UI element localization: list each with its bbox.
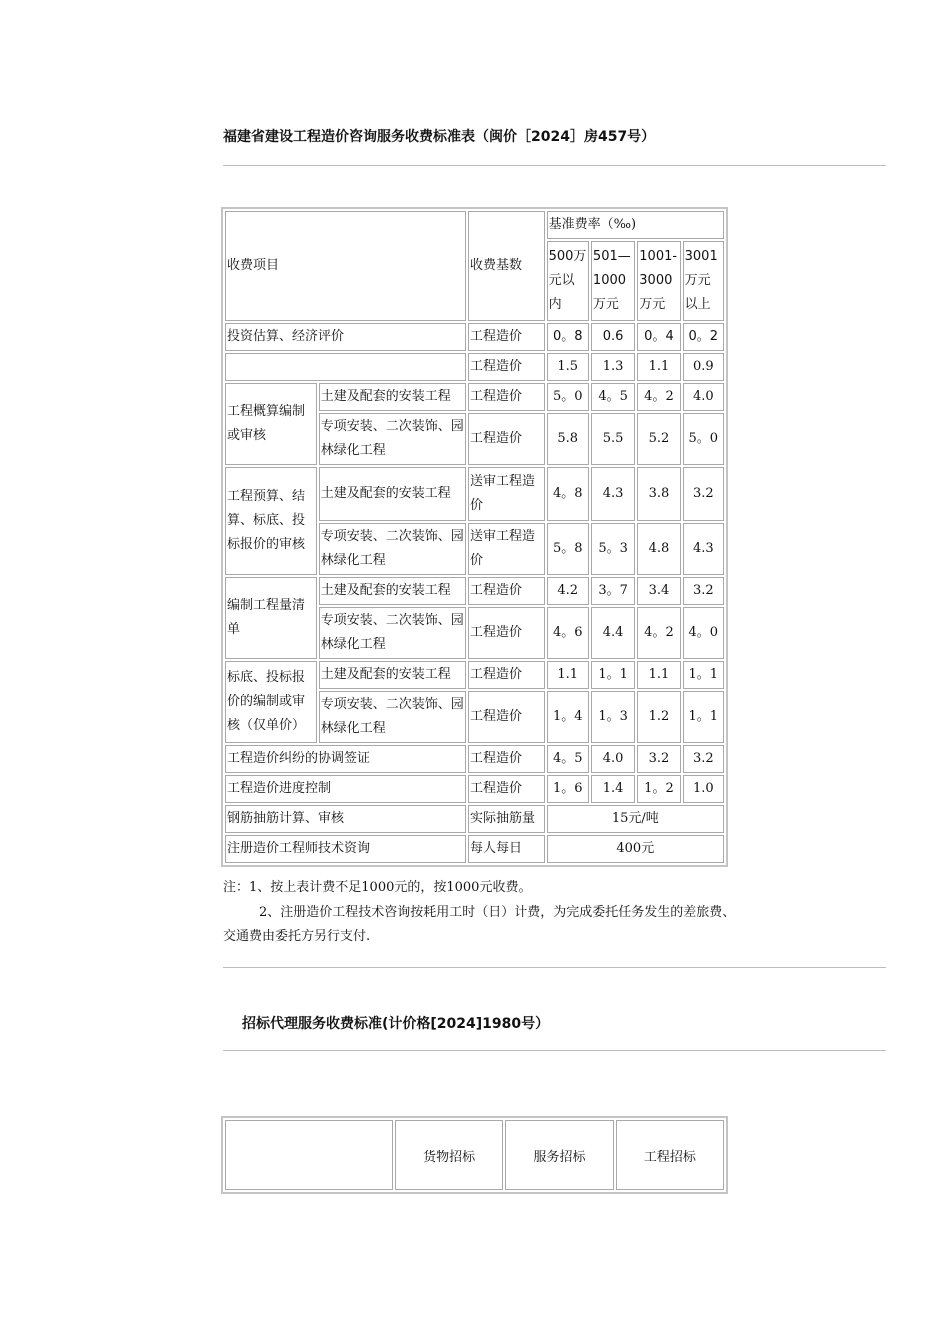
table-row: [225, 805, 724, 833]
note-line-1: 注：1、按上表计费不足1000元的，按1000元收费。: [223, 880, 532, 895]
row-subitem: 土建及配套的安装工程: [319, 467, 466, 521]
table-header-row: [225, 1120, 724, 1190]
rate-cell: 4。2: [637, 383, 680, 411]
header-blank: [225, 1120, 393, 1190]
rate-cell: 4。5: [591, 383, 635, 411]
rate-cell: 4.3: [591, 467, 635, 521]
header-tier: 500万元以内: [547, 241, 589, 321]
rate-cell: 1。1: [591, 661, 635, 689]
rate-cell: 4。6: [547, 607, 589, 659]
table-row: [225, 745, 724, 773]
table-row: [225, 467, 724, 521]
rate-cell: 1.1: [637, 661, 680, 689]
header-engineering: 工程招标: [616, 1120, 724, 1190]
rate-cell: 3.2: [683, 467, 724, 521]
rate-cell: 3.2: [683, 577, 724, 605]
table-row: [225, 577, 724, 605]
row-subitem: 土建及配套的安装工程: [319, 577, 466, 605]
rate-cell: 5。8: [547, 523, 589, 575]
rate-cell: 1.0: [683, 775, 724, 803]
table-row: [225, 661, 724, 689]
row-subitem: 专项安装、二次装饰、园林绿化工程: [319, 691, 466, 743]
rate-cell: 3.2: [637, 745, 680, 773]
row-base: 工程造价: [468, 413, 545, 465]
group-label: 工程概算编制或审核: [225, 383, 317, 465]
rate-cell: 5。3: [591, 523, 635, 575]
rate-cell: 5.2: [637, 413, 680, 465]
header-rate-group: 基准费率（‰): [547, 211, 724, 239]
row-base: 实际抽筋量: [468, 805, 545, 833]
table-row: [225, 323, 724, 351]
rate-cell: 0.6: [591, 323, 635, 351]
section-title: 招标代理服务收费标准(计价格[2024]1980号）: [242, 1016, 550, 1032]
table-row: [225, 383, 724, 411]
row-base: 工程造价: [468, 383, 545, 411]
rate-cell: 5。0: [547, 383, 589, 411]
row-subitem: 土建及配套的安装工程: [319, 383, 466, 411]
table-row: [225, 835, 724, 863]
header-tier: 1001-3000万元: [637, 241, 680, 321]
rate-cell: 5.5: [591, 413, 635, 465]
consulting-fee-table: [221, 207, 728, 867]
rate-cell: 0.9: [683, 353, 724, 381]
divider: [223, 165, 886, 166]
table-header-row: [225, 211, 724, 239]
rate-cell: 3.8: [637, 467, 680, 521]
group-label: 标底、投标报价的编制或审核（仅单价）: [225, 661, 317, 743]
rate-cell: 1.4: [591, 775, 635, 803]
table-row: [225, 775, 724, 803]
rate-cell: 1。1: [683, 691, 724, 743]
rate-cell: 1。3: [591, 691, 635, 743]
row-base: 送审工程造价: [468, 523, 545, 575]
rate-cell: 4。8: [547, 467, 589, 521]
note-line-2: 2、注册造价工程技术咨询按耗用工时（日）计费，为完成委托任务发生的差旅费、交通费由委托方另行支付.: [223, 905, 736, 944]
group-label: 工程预算、结算、标底、投标报价的审核: [225, 467, 317, 575]
row-item: [225, 353, 466, 381]
rate-cell: 1。1: [683, 661, 724, 689]
rate-cell: 1.1: [637, 353, 680, 381]
rate-cell: 1.3: [591, 353, 635, 381]
rate-cell: 3.2: [683, 745, 724, 773]
rate-cell: 4.4: [591, 607, 635, 659]
page-title: 福建省建设工程造价咨询服务收费标准表（闽价［2024］房457号）: [223, 129, 656, 145]
rate-cell: 5.8: [547, 413, 589, 465]
rate-cell: 4.0: [591, 745, 635, 773]
rate-cell: 4.3: [683, 523, 724, 575]
rate-cell: 4。2: [637, 607, 680, 659]
row-subitem: 专项安装、二次装饰、园林绿化工程: [319, 413, 466, 465]
rate-cell: 1.5: [547, 353, 589, 381]
row-subitem: 土建及配套的安装工程: [319, 661, 466, 689]
row-base: 工程造价: [468, 607, 545, 659]
header-services: 服务招标: [505, 1120, 613, 1190]
agency-fee-table: [221, 1116, 728, 1194]
row-item: 工程造价纠纷的协调签证: [225, 745, 466, 773]
row-base: 工程造价: [468, 745, 545, 773]
row-base: 工程造价: [468, 691, 545, 743]
row-base: 工程造价: [468, 577, 545, 605]
merged-rate-cell: 400元: [547, 835, 724, 863]
merged-rate-cell: 15元/吨: [547, 805, 724, 833]
row-base: 工程造价: [468, 775, 545, 803]
rate-cell: 4.2: [547, 577, 589, 605]
row-item: 工程造价进度控制: [225, 775, 466, 803]
rate-cell: 3。7: [591, 577, 635, 605]
rate-cell: 0。4: [637, 323, 680, 351]
header-tier: 3001万元以上: [683, 241, 724, 321]
rate-cell: 0。8: [547, 323, 589, 351]
rate-cell: 4.8: [637, 523, 680, 575]
row-item: 注册造价工程师技术资询: [225, 835, 466, 863]
rate-cell: 1。4: [547, 691, 589, 743]
rate-cell: 1.1: [547, 661, 589, 689]
group-label: 编制工程量清单: [225, 577, 317, 659]
rate-cell: 1。2: [637, 775, 680, 803]
header-goods: 货物招标: [395, 1120, 503, 1190]
rate-cell: 5。0: [683, 413, 724, 465]
row-item: 钢筋抽筋计算、审核: [225, 805, 466, 833]
header-base: 收费基数: [468, 211, 545, 321]
row-subitem: 专项安装、二次装饰、园林绿化工程: [319, 607, 466, 659]
table-row: [225, 353, 724, 381]
header-item: 收费项目: [225, 211, 466, 321]
rate-cell: 4.0: [683, 383, 724, 411]
row-item: 投资估算、经济评价: [225, 323, 466, 351]
rate-cell: 1.2: [637, 691, 680, 743]
rate-cell: 4。0: [683, 607, 724, 659]
rate-cell: 1。6: [547, 775, 589, 803]
rate-cell: 0。2: [683, 323, 724, 351]
row-base: 工程造价: [468, 661, 545, 689]
header-tier: 501—1000万元: [591, 241, 635, 321]
rate-cell: 4。5: [547, 745, 589, 773]
row-base: 送审工程造价: [468, 467, 545, 521]
row-subitem: 专项安装、二次装饰、园林绿化工程: [319, 523, 466, 575]
row-base: 工程造价: [468, 353, 545, 381]
divider: [223, 1050, 886, 1051]
row-base: 每人每日: [468, 835, 545, 863]
row-base: 工程造价: [468, 323, 545, 351]
rate-cell: 3.4: [637, 577, 680, 605]
divider: [223, 967, 886, 968]
